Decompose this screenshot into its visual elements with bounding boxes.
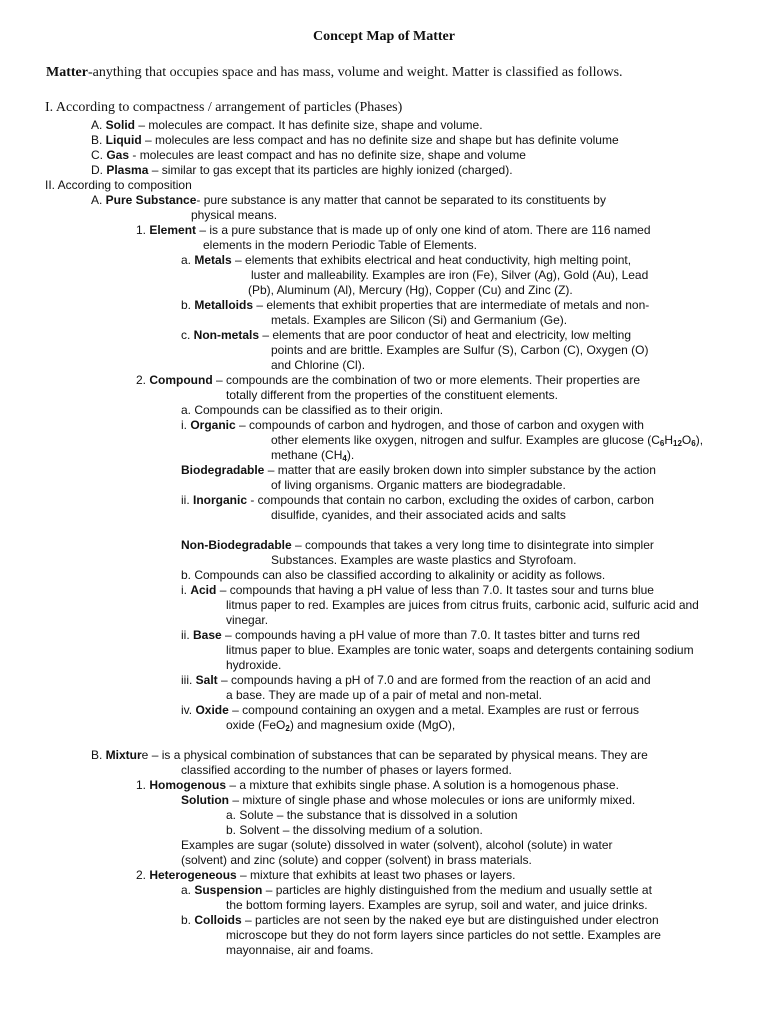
acid-def: i. Acid – compounds that having a pH value of less than 7.0. It tastes sour and turns blue — [181, 583, 654, 597]
inorganic-def: ii. Inorganic - compounds that contain no carbon, excluding the oxides of carbon, carbon — [181, 493, 654, 507]
compound-acidity-note: b. Compounds can also be classified according to alkalinity or acidity as follows. — [181, 568, 606, 582]
element-def-cont: elements in the modern Periodic Table of Elements. — [203, 238, 477, 252]
base-def-cont: litmus paper to blue. Examples are tonic water, soaps and detergents containing sodium — [226, 643, 694, 657]
oxide-def-cont: oxide (FeO$_2$) and magnesium oxide (MgO), — [226, 718, 456, 733]
base-def: ii. Base – compounds having a pH value of more than 7.0. It tastes bitter and turns red — [181, 628, 640, 642]
term-matter: Matter — [46, 65, 88, 80]
salt-def-cont: a base. They are made up of a pair of metal and non-metal. — [226, 688, 542, 702]
heterogeneous-def: 2. Heterogeneous – mixture that exhibits at least two phases or layers. — [136, 868, 516, 882]
section-heading-composition: II. According to composition — [45, 178, 192, 192]
phase-plasma: D. Plasma – similar to gas except that its particles are highly ionized (charged). — [91, 163, 513, 177]
homogenous-def: 1. Homogenous – a mixture that exhibits single phase. A solution is a homogenous phase. — [136, 778, 619, 792]
page-title: Concept Map of Matter — [313, 29, 455, 44]
compound-def: 2. Compound – compounds are the combination of two or more elements. Their properties are — [136, 373, 641, 387]
metalloids-def: b. Metalloids – elements that exhibit properties that are intermediate of metals and non- — [181, 298, 650, 312]
biodegradable-def: Biodegradable – matter that are easily broken down into simpler substance by the action — [181, 463, 656, 477]
base-def-cont2: hydroxide. — [226, 658, 282, 672]
suspension-def-cont: the bottom forming layers. Examples are syrup, soil and water, and juice drinks. — [226, 898, 648, 912]
colloids-def: b. Colloids – particles are not seen by the naked eye but are distinguished under electron — [181, 913, 659, 927]
salt-def: iii. Salt – compounds having a pH of 7.0 and are formed from the reaction of an acid and — [181, 673, 651, 687]
matter-definition: Matter-anything that occupies space and has mass, volume and weight. Matter is classified as follows. — [46, 65, 623, 80]
metalloids-def-cont: metals. Examples are Silicon (Si) and Germanium (Ge). — [271, 313, 568, 327]
inorganic-def-cont: disulfide, cyanides, and their associated acids and salts — [271, 508, 566, 522]
phase-solid: A. Solid – molecules are compact. It has definite size, shape and volume. — [91, 118, 483, 132]
solvent-def: b. Solvent – the dissolving medium of a solution. — [226, 823, 483, 837]
nonbiodegradable-def: Non-Biodegradable – compounds that takes a very long time to disintegrate into simpler — [181, 538, 654, 552]
solution-def: Solution – mixture of single phase and whose molecules or ions are uniformly mixed. — [181, 793, 636, 807]
compound-origin-note: a. Compounds can be classified as to their origin. — [181, 403, 444, 417]
metals-def: a. Metals – elements that exhibits electrical and heat conductivity, high melting point, — [181, 253, 632, 267]
acid-def-cont2: vinegar. — [226, 613, 269, 627]
phase-liquid: B. Liquid – molecules are less compact and has no definite size and shape but has definite volume — [91, 133, 619, 147]
pure-substance: A. Pure Substance- pure substance is any matter that cannot be separated to its constituents by — [91, 193, 606, 207]
pure-substance-cont: physical means. — [191, 208, 278, 222]
nonmetals-def-cont: points and are brittle. Examples are Sulfur (S), Carbon (C), Oxygen (O) — [271, 343, 649, 357]
solution-examples: Examples are sugar (solute) dissolved in water (solvent), alcohol (solute) in water — [181, 838, 613, 852]
oxide-def: iv. Oxide – compound containing an oxygen and a metal. Examples are rust or ferrous — [181, 703, 640, 717]
element-def: 1. Element – is a pure substance that is made up of only one kind of atom. There are 116 named — [136, 223, 651, 237]
acid-def-cont: litmus paper to red. Examples are juices from citrus fruits, carbonic acid, sulfuric acid and — [226, 598, 699, 612]
organic-def-cont: other elements like oxygen, nitrogen and sulfur. Examples are glucose $(C_6H_{12}O_6)$, — [271, 433, 704, 448]
colloids-def-cont: microscope but they do not form layers since particles do not settle. Examples are — [226, 928, 661, 942]
organic-def: i. Organic – compounds of carbon and hydrogen, and those of carbon and oxygen with — [181, 418, 644, 432]
nonmetals-def: c. Non-metals – elements that are poor conductor of heat and electricity, low melting — [181, 328, 631, 342]
section-heading-phases: I. According to compactness / arrangement of particles (Phases) — [45, 100, 403, 115]
biodegradable-def-cont: of living organisms. Organic matters are biodegradable. — [271, 478, 566, 492]
nonbiodegradable-def-cont: Substances. Examples are waste plastics and Styrofoam. — [271, 553, 577, 567]
nonmetals-def-cont2: and Chlorine (Cl). — [271, 358, 366, 372]
phase-gas: C. Gas - molecules are least compact and has no definite size, shape and volume — [91, 148, 526, 162]
mixture-def-cont: classified according to the number of phases or layers formed. — [181, 763, 512, 777]
suspension-def: a. Suspension – particles are highly distinguished from the medium and usually settle at — [181, 883, 652, 897]
organic-def-cont2: methane $(CH_4)$. — [271, 448, 355, 463]
metals-def-cont: luster and malleability. Examples are iron (Fe), Silver (Ag), Gold (Au), Lead — [251, 268, 649, 282]
mixture-def: B. Mixture – is a physical combination of substances that can be separated by physical means. They are — [91, 748, 648, 762]
solution-examples-cont: (solvent) and zinc (solute) and copper (solvent) in brass materials. — [181, 853, 532, 867]
metals-def-cont2: (Pb), Aluminum (Al), Mercury (Hg), Copper (Cu) and Zinc (Z). — [248, 283, 573, 297]
colloids-def-cont2: mayonnaise, air and foams. — [226, 943, 374, 957]
compound-def-cont: totally different from the properties of the constituent elements. — [226, 388, 558, 402]
solute-def: a. Solute – the substance that is dissolved in a solution — [226, 808, 518, 822]
